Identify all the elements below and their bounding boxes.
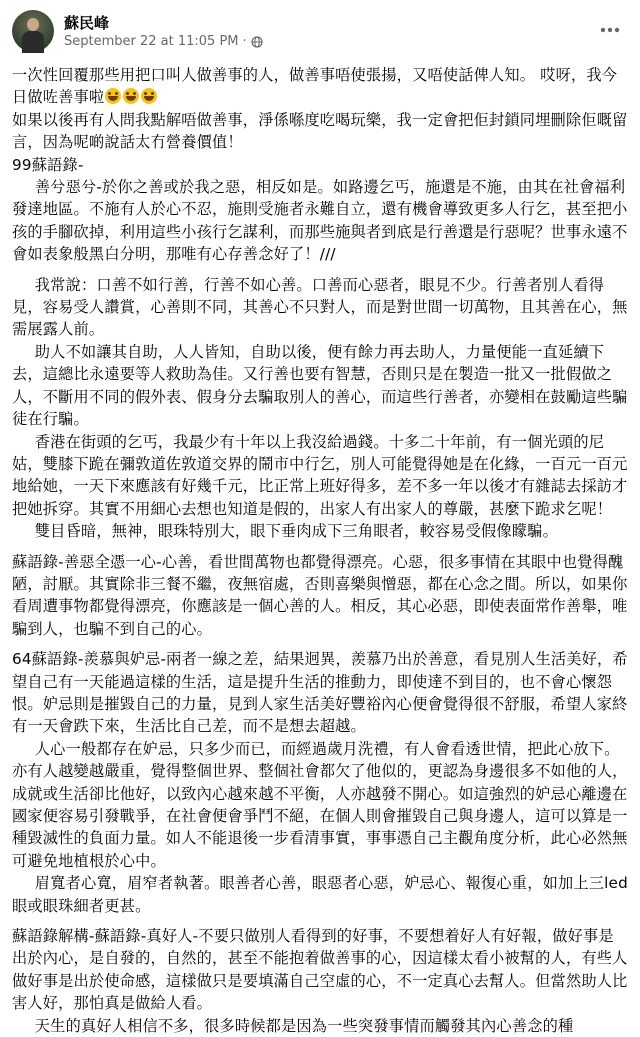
post-body bbox=[12, 64, 628, 1037]
meta-separator: · bbox=[242, 34, 247, 49]
paragraph-natural-good: 天生的真好人相信不多，很多時候都是因為一些突發事情而觸發其內心善念的種 bbox=[34, 1016, 574, 1035]
paragraph-quote-heart: 蘇語錄-善惡全憑一心-心善，看世間萬物也都覺得漂亮。心惡，很多事情在其眼中也覺得醜陋，討厭。其實除非三餐不繼，夜無宿處，否則喜樂與憎惡，都在心念之間。所以，如果你看周遭事物都覺得漂亮，你應該是一個心善的人。相反，其心必惡，即使表面常作善舉，唯騙到人，也騙不到自己的心。 bbox=[12, 552, 628, 638]
paragraph-jealousy: 人心一般都存在妒忌，只多少而已，而經過歲月洗禮，有人會看透世情，把此心放下。亦有人越變越嚴重，覺得整個世界、整個社會都欠了他似的，更認為身邊很多不如他的人，成就或生活卻比他好，以致內心越來越不平衡，人亦越發不開心。如這強烈的妒忌心離邊在國家便容易引發戰爭，在社會便會爭鬥不絕，在個人則會摧毀自己與身邊人，這可以算是一種毀滅性的負面力量。如人不能退後一步看清事實，事事憑自己主觀角度分析，此心必然無可避免地植根於心中。 bbox=[12, 739, 628, 870]
paragraph-quote-64: 64蘇語錄-羨慕與妒忌-兩者一線之差，結果迥異，羨慕乃出於善意，看見別人生活美好，希望自己有一天能過這樣的生活，這是提升生活的推動力，即使達不到目的，也不會心懷怨恨。妒忌則是摧毀自己的力量，見到人家生活美好豐裕內心便會覺得很不舒服，希望人家終有一天會跌下來，生活比自己差，而不是想去超越。 bbox=[12, 650, 628, 736]
post-header bbox=[12, 8, 628, 56]
globe-icon[interactable] bbox=[251, 36, 263, 48]
laughing-emoji-icon bbox=[141, 88, 157, 104]
paragraph-true-good: 蘇語錄解構-蘇語錄-真好人-不要只做別人看得到的好事，不要想着好人有好報，做好事是出於內心，是自發的，自然的，甚至不能抱着做善事的心，因這樣太看小被幫的人，有些人做好事是出於使命感，這樣做只是要填滿自己空虛的心，不一定真心去幫人。但當然助人比害人好，那怕真是做給人看。 bbox=[12, 927, 628, 1013]
paragraph-intro bbox=[12, 64, 628, 109]
post-meta bbox=[64, 34, 263, 49]
laughing-emoji-icon bbox=[105, 88, 121, 104]
avatar[interactable] bbox=[12, 10, 54, 52]
paragraph-good-evil: 善兮惡兮-於你之善或於我之惡，相反如是。如路邊乞丐，施還是不施，由其在社會福利發達地區。不施有人於心不忍，施則受施者永難自立，還有機會導致更多人行乞，甚至把小孩的手腳砍掉，利用這些小孩行乞謀利，而那些施與者到底是行善還是行惡呢？世事永遠不會如表象般黑白分明，那唯有心存善念好了！/// bbox=[12, 178, 628, 264]
post-timestamp[interactable]: September 22 at 11:05 PM bbox=[64, 34, 239, 49]
paragraph-warning: 如果以後再有人問我點解唔做善事，淨係喺度吃喝玩樂，我一定會把佢封鎖同埋刪除佢嘅留言，因為呢啲說話太冇營養價值！ bbox=[12, 110, 628, 152]
more-options-icon[interactable] bbox=[592, 12, 628, 48]
paragraph-eyes: 雙目昏暗，無神，眼珠特別大，眼下垂肉成下三角眼者，較容易受假像矇騙。 bbox=[34, 522, 558, 541]
paragraph-self-help: 助人不如讓其自助，人人皆知，自助以後，便有餘力再去助人，力量便能一直延續下去，這總比永遠要等人救助為佳。又行善也要有智慧，否則只是在製造一批又一批假做之人，不斷用不同的假外表、假身分去騙取別人的善心，而這些行善者，亦變相在鼓勵這些騙徒在行騙。 bbox=[12, 342, 628, 429]
paragraph-title-99: 99蘇語錄- bbox=[12, 155, 84, 174]
paragraph-brows: 眉寬者心寬，眉窄者執著。眼善者心善，眼惡者心惡，妒忌心、報復心重，如加上三led眼或眼珠細者更甚。 bbox=[12, 874, 628, 915]
avatar-head bbox=[27, 18, 39, 31]
intro-text: 一次性回覆那些用把口叫人做善事的人，做善事唔使張揚，又唔使話俾人知。 哎呀，我今日做咗善事啦 bbox=[12, 66, 618, 107]
paragraph-heart-good: 我常說：口善不如行善，行善不如心善。口善而心惡者，眼見不少。行善者別人看得見，容易受人讚賞，心善則不同，其善心不只對人，而是對世間一切萬物，且其善在心，無需展露人前。 bbox=[12, 275, 628, 339]
avatar-body bbox=[22, 31, 44, 53]
dots-icon bbox=[600, 27, 620, 33]
author-name[interactable]: 蘇民峰 bbox=[64, 14, 110, 32]
laughing-emoji-icon bbox=[123, 88, 139, 104]
paragraph-beggar: 香港在街頭的乞丐，我最少有十年以上我沒給過錢。十多二十年前，有一個光頭的尼姑，雙膝下跪在彌敦道佐敦道交界的鬧市中行乞，別人可能覺得她是在化緣，一百元一百元地給她，一天下來應該有好幾千元，比正常上班好得多，差不多一年以後才有雜誌去採訪才把她拆穿。其實不用細心去想也知道是假的，出家人有出家人的尊嚴，甚麼下跪求乞呢！ bbox=[12, 432, 628, 518]
